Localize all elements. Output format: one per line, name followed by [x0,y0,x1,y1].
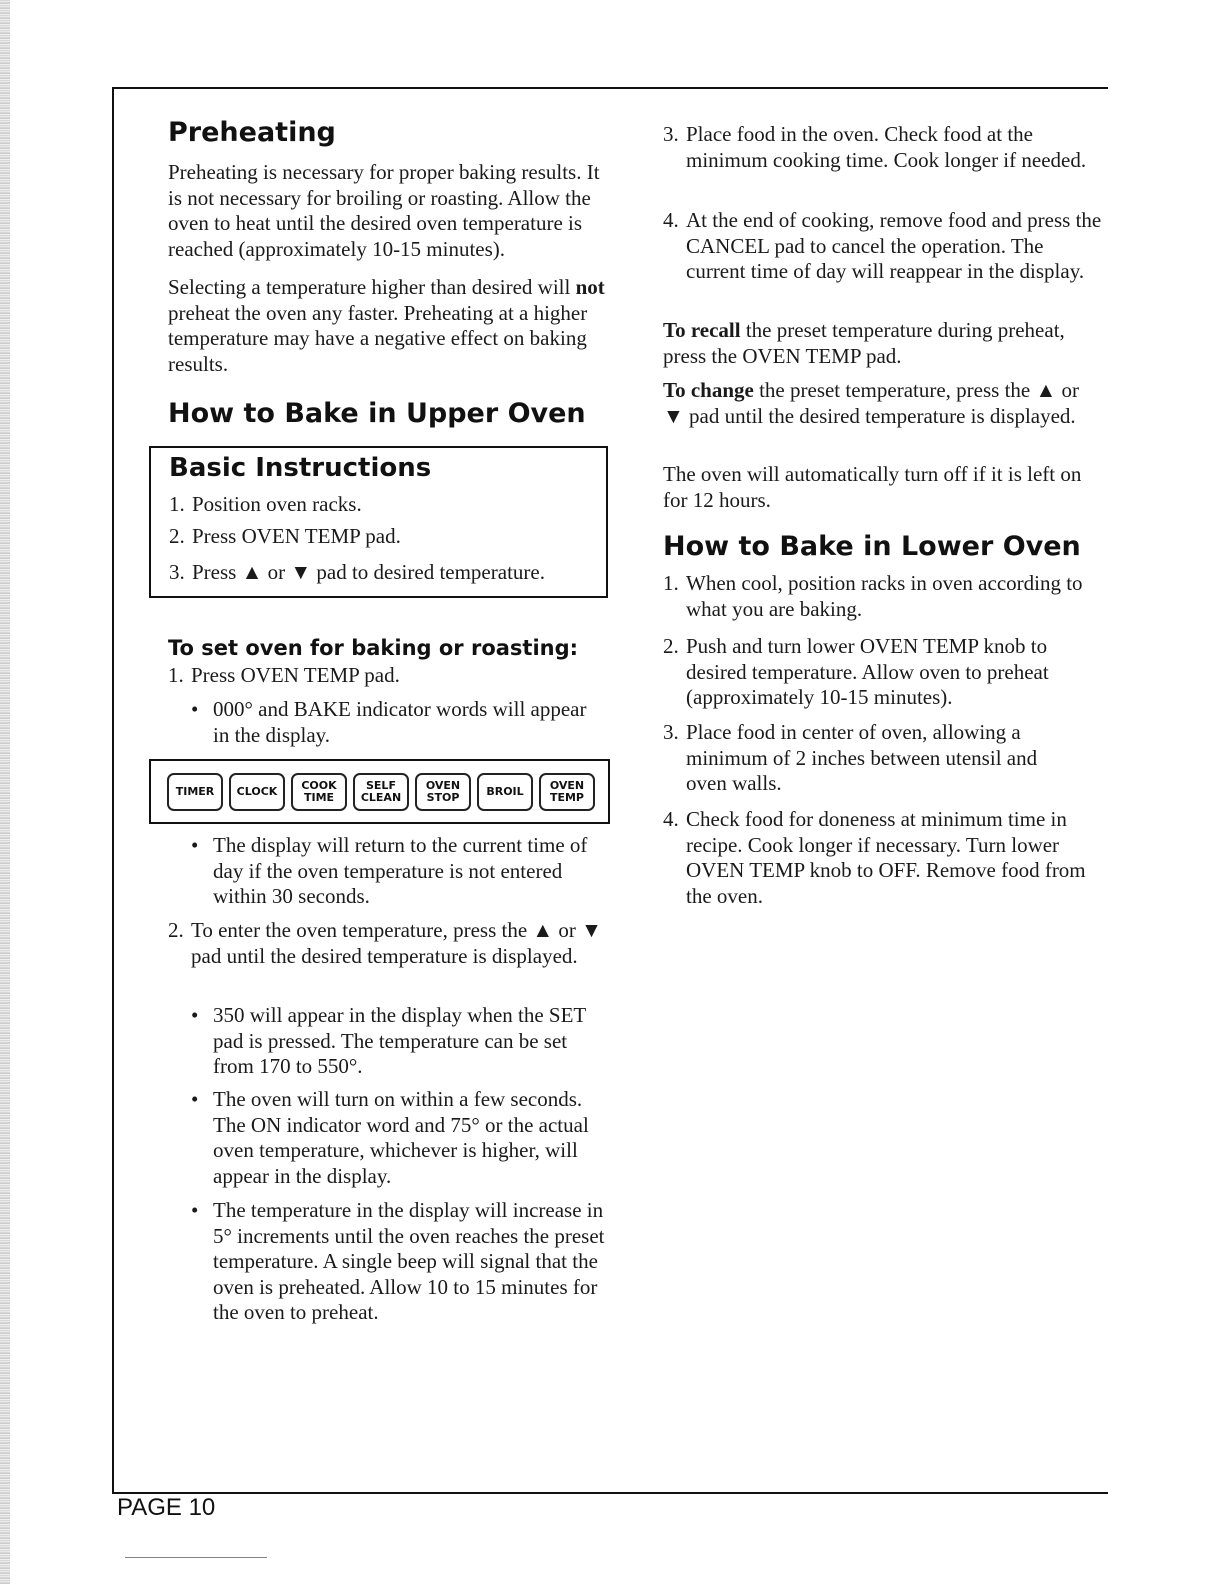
lower-step [663,634,1103,711]
recall-paragraph [663,318,1108,369]
set-step-4 [663,208,1103,285]
set-step-2-bullet [191,1087,606,1189]
step-text: To enter the oven temperature, press the ▲ or ▼ pad until the desired temperature is displayed. [191,918,602,968]
basic-step [169,560,599,586]
self-clean-pad[interactable]: SELF CLEAN [353,773,409,811]
basic-step [169,492,589,518]
step-number: 3. [663,720,679,744]
step-number: 2. [663,634,679,658]
set-oven-heading: To set oven for baking or roasting: [168,636,579,660]
step-number: 1. [663,571,679,595]
bullet-text: 350 will appear in the display when the SET pad is pressed. The temperature can be set from 170 to 550°. [213,1003,586,1078]
step-number: 4. [663,807,679,831]
recall-bold: To recall [663,318,741,342]
lower-step [663,720,1083,797]
step-text: Check food for doneness at minimum time in recipe. Cook longer if necessary. Turn lower OVEN TEMP knob to OFF. Remove food from the oven. [686,807,1086,908]
lower-oven-heading: How to Bake in Lower Oven [663,531,1081,562]
page-number: PAGE 10 [117,1494,216,1521]
bullet-text: 000° and BAKE indicator words will appear in the display. [213,697,587,747]
set-step-2-bullet [191,1198,606,1326]
step-number: 4. [663,208,679,232]
basic-step [169,524,589,550]
clock-pad[interactable]: CLOCK [229,773,285,811]
auto-off-paragraph: The oven will automatically turn off if it is left on for 12 hours. [663,462,1082,512]
recall-text: the preset temperature during preheat, press the OVEN TEMP pad. [663,318,1065,368]
left-rule [112,87,114,1494]
scan-edge [0,0,10,1584]
bullet-text: The oven will turn on within a few seconds. The ON indicator word and 75° or the actual oven temperature, whichever is higher, will appear in the display. [213,1087,589,1188]
step-text: Place food in center of oven, allowing a minimum of 2 inches between utensil and oven walls. [686,720,1038,795]
set-step-3 [663,122,1103,173]
preheating-heading: Preheating [168,117,336,148]
preheating-para-2 [168,275,608,377]
change-bold: To change [663,378,754,402]
step-text: Place food in the oven. Check food at the minimum cooking time. Cook longer if needed. [686,122,1087,172]
basic-instructions-title: Basic Instructions [169,453,432,483]
step-number: 2. [168,918,184,942]
bullet-dot: • [191,697,199,721]
step-text: Position oven racks. [192,492,362,516]
bullet-dot: • [191,833,199,857]
set-step-1 [168,663,608,689]
step-number: 3. [663,122,679,146]
step-text: Press OVEN TEMP pad. [192,524,401,548]
lower-step [663,807,1103,909]
step-text: At the end of cooking, remove food and press the CANCEL pad to cancel the operation. The current time of day will reappear in the display. [686,208,1102,283]
bullet-dot: • [191,1198,199,1222]
footer-line [125,1557,267,1558]
top-rule [112,87,1108,89]
oven-stop-pad[interactable]: OVEN STOP [415,773,471,811]
upper-oven-heading: How to Bake in Upper Oven [168,398,586,429]
set-step-2 [168,918,610,969]
step-text: Press ▲ or ▼ pad to desired temperature. [192,560,545,584]
bullet-text: The display will return to the current time of day if the oven temperature is not entered within 30 seconds. [213,833,588,908]
bullet-text: The temperature in the display will increase in 5° increments until the oven reaches the preset temperature. A single beep will signal that the oven is preheated. Allow 10 to 15 minutes for the oven to preheat. [213,1198,605,1324]
basic-instructions-box [149,446,608,598]
broil-pad[interactable]: BROIL [477,773,533,811]
step-number: 1. [169,492,185,516]
bottom-rule [112,1492,1108,1494]
step-text: When cool, position racks in oven according to what you are baking. [686,571,1083,621]
step-text: Push and turn lower OVEN TEMP knob to desired temperature. Allow oven to preheat (approximately 10-15 minutes). [686,634,1049,709]
bullet-dot: • [191,1003,199,1027]
oven-temp-pad[interactable]: OVEN TEMP [539,773,595,811]
set-step-1-bullet [191,697,606,748]
timer-pad[interactable]: TIMER [167,773,223,811]
preheating-para-2-bold: not [575,275,605,299]
lower-step [663,571,1103,622]
set-step-2-bullet [191,1003,606,1080]
step-text: Press OVEN TEMP pad. [191,663,400,687]
preheating-para-2-start: Selecting a temperature higher than desired will [168,275,576,299]
step-number: 2. [169,524,185,548]
control-pad-panel [149,759,610,824]
change-text: the preset temperature, press the ▲ or ▼ pad until the desired temperature is displayed. [663,378,1080,428]
bullet-dot: • [191,1087,199,1111]
preheating-para-2-end: preheat the oven any faster. Preheating at a higher temperature may have a negative effect on baking results. [168,300,588,376]
step-number: 3. [169,560,185,584]
change-paragraph [663,378,1103,429]
step-number: 1. [168,663,184,687]
set-step-1-bullet [191,833,606,910]
cook-time-pad[interactable]: COOK TIME [291,773,347,811]
preheating-para-1: Preheating is necessary for proper baking results. It is not necessary for broiling or roasting. Allow the oven to heat until the desired oven temperature is reached (approximately 10-15 minutes). [168,160,600,261]
